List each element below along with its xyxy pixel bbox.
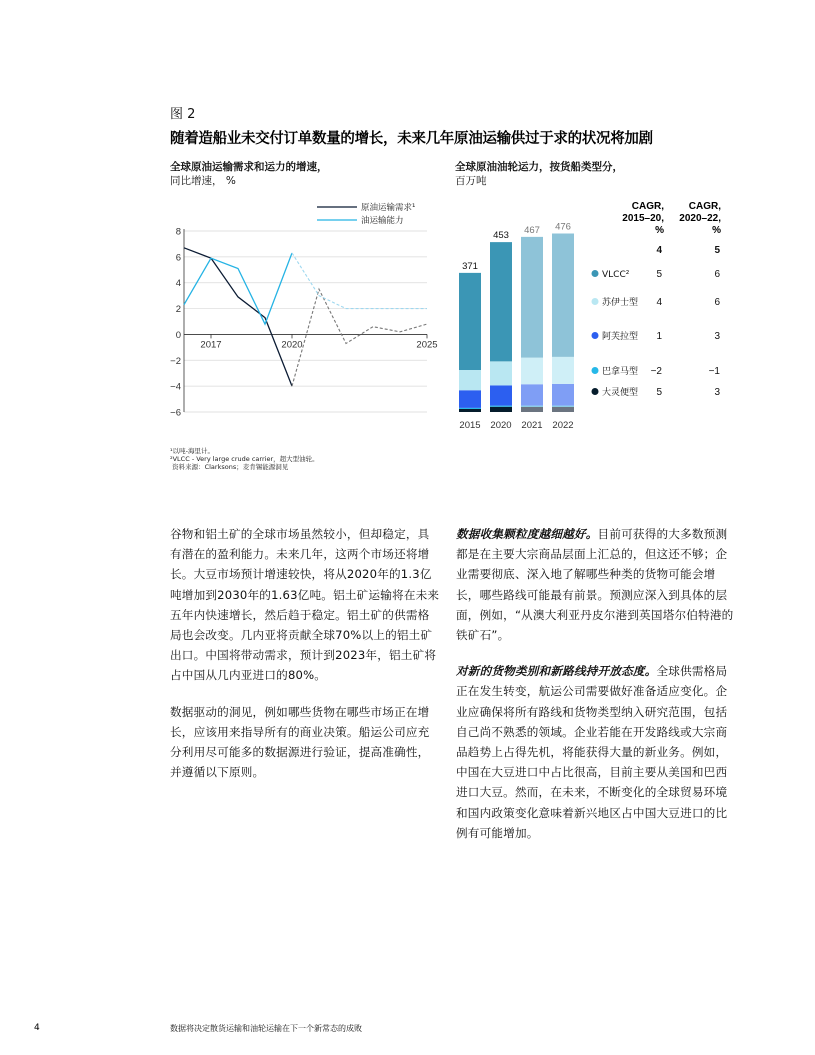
paragraph-text: 目前可获得的大多数预测都是在主要大宗商品层面上汇总的，但这还不够；企业需要彻底、深入地了解哪些种类的货物可能会增长，哪些路线可能最有前景。预测应深入到具体的层面，例如，“从澳大利亚丹皮尔港到英国塔尔伯特港的铁矿石”。 [456, 527, 734, 643]
legend-dot [592, 388, 599, 395]
right-chart-title: 全球原油油轮运力，按货船类型分， [455, 161, 623, 173]
x-tick-label: 2022 [552, 420, 574, 431]
left-chart-subtitle: 同比增速， % [170, 175, 236, 187]
line-chart-legend [317, 202, 415, 226]
bar-segment [490, 406, 512, 407]
body-right-column [456, 524, 736, 859]
bar-segment [490, 385, 512, 405]
legend-label: 原油运输需求¹ [361, 203, 416, 213]
bar-segment [459, 390, 481, 408]
bar-total-label: 467 [524, 224, 540, 236]
cagr-header-2: CAGR, 2020–22, % [679, 201, 721, 236]
line-chart-axes [170, 227, 437, 419]
cagr-value-2: 6 [714, 297, 720, 308]
y-tick-label: 0 [175, 329, 181, 341]
x-tick-label: 2025 [416, 339, 438, 351]
cagr-value-1: 1 [656, 331, 662, 342]
cagr-header-1: CAGR, 2015–20, % [622, 201, 664, 236]
paragraph-text: 全球供需格局正在发生转变，航运公司需要做好准备适应变化。企业应确保将所有路线和货物类型纳入研究范围，包括自己尚不熟悉的领域。企业若能在开发路线或大宗商品趋势上占得先机，将能获得大量的新业务。例如，中国在大豆进口中占比很高，目前主要从美国和巴西进口大豆。然而，在未来，不断变化的全球贸易环境和国内政策变化意味着新兴地区占中国大豆进口的比例有可能增加。 [456, 664, 728, 840]
line-chart [165, 195, 440, 430]
legend-dot [592, 332, 599, 339]
left-chart-header [170, 160, 328, 188]
x-tick-label: 2017 [200, 339, 222, 351]
line-chart-series [184, 248, 427, 386]
body-paragraph: 谷物和铝土矿的全球市场虽然较小，但却稳定，具有潜在的盈利能力。未来几年，这两个市场还将增长。大豆市场预计增速较快，将从2020年的1.3亿吨增加到2030年的1.63亿吨。铝土矿运输将在未来五年内快速增长，然后趋于稳定。铝土矿的供需格局也会改变。几内亚将贡献全球70%以上的铝土矿出口。中国将带动需求，预计到2023年，铝土矿将占中国从几内亚进口的80%。 [170, 527, 440, 683]
series-line-projected [292, 289, 427, 386]
body-paragraph [456, 524, 736, 645]
y-tick-label: 4 [175, 278, 181, 290]
legend-label: 油运输能力 [361, 216, 404, 226]
paragraph-lead: 对新的货物类别和新路线持开放态度。 [456, 664, 657, 679]
cagr-value-2: 3 [714, 387, 720, 398]
cagr-total-2: 5 [714, 245, 720, 256]
cagr-value-1: 5 [656, 269, 662, 280]
series-line-projected [292, 253, 427, 309]
page-number: 4 [34, 1023, 40, 1033]
x-tick-label: 2020 [281, 339, 303, 351]
bar-segment [552, 384, 574, 406]
bar-segment [521, 406, 543, 407]
bar-segment [459, 370, 481, 390]
cagr-value-2: 6 [714, 269, 720, 280]
legend-label: 阿芙拉型 [602, 332, 639, 342]
bar-segment [552, 234, 574, 357]
bar-segment [459, 409, 481, 412]
bar-total-label: 453 [493, 230, 509, 242]
legend-dot [592, 367, 599, 374]
bar-segment [521, 237, 543, 358]
bar-chart-bars [459, 222, 574, 432]
bar-segment [459, 408, 481, 409]
cagr-value-2: 3 [714, 331, 720, 342]
legend-label: 巴拿马型 [602, 367, 639, 377]
bar-segment [521, 358, 543, 385]
x-tick-label: 2015 [459, 420, 481, 431]
right-chart-subtitle: 百万吨 [455, 175, 487, 187]
figure-label: 图 2 [170, 107, 196, 122]
cagr-value-1: 4 [656, 297, 662, 308]
x-tick-label: 2021 [521, 420, 543, 431]
cagr-value-1: −2 [650, 366, 662, 377]
bar-chart [450, 205, 730, 435]
line-chart-grid [184, 231, 427, 412]
bar-total-label: 476 [555, 221, 571, 233]
y-tick-label: 6 [175, 252, 181, 264]
legend-label: VLCC² [602, 270, 630, 280]
y-tick-label: −4 [170, 381, 181, 393]
left-chart-title: 全球原油运输需求和运力的增速， [170, 161, 328, 173]
footer-title: 数据将决定散货运输和油轮运输在下一个新常态的成败 [170, 1024, 362, 1033]
y-tick-label: −6 [170, 407, 181, 419]
right-chart-header [455, 160, 623, 188]
series-line-actual [184, 253, 292, 324]
bar-chart-legend [592, 245, 721, 398]
bar-segment [552, 406, 574, 407]
bar-segment [490, 361, 512, 385]
bar-segment [459, 273, 481, 370]
figure-notes: ¹以吨-海里计。 ²VLCC - Very large crude carrier，超大型油轮。 资料来源：Clarksons；麦肯锡能源洞见 [170, 447, 319, 471]
bar-total-label: 371 [462, 260, 478, 272]
figure-title: 随着造船业未交付订单数量的增长，未来几年原油运输供过于求的状况将加剧 [170, 131, 653, 147]
bar-segment [490, 407, 512, 412]
legend-dot [592, 270, 599, 277]
cagr-total-1: 4 [656, 245, 662, 256]
legend-label: 苏伊士型 [602, 298, 639, 308]
body-paragraph: 数据驱动的洞见，例如哪些货物在哪些市场正在增长，应该用来指导所有的商业决策。船运公司应充分利用尽可能多的数据源进行验证，提高准确性，并遵循以下原则。 [170, 704, 430, 780]
y-tick-label: −2 [170, 355, 181, 367]
cagr-value-2: −1 [708, 366, 720, 377]
legend-label: 大灵便型 [602, 388, 639, 398]
x-tick-label: 2020 [490, 420, 512, 431]
y-tick-label: 8 [175, 226, 181, 238]
bar-segment [552, 357, 574, 384]
bar-segment [490, 242, 512, 361]
bar-segment [521, 407, 543, 412]
body-paragraph [456, 661, 736, 843]
y-tick-label: 2 [175, 304, 181, 316]
bar-segment [521, 384, 543, 405]
body-left-column [170, 524, 440, 798]
cagr-value-1: 5 [656, 387, 662, 398]
bar-segment [552, 407, 574, 412]
legend-dot [592, 298, 599, 305]
paragraph-lead: 数据收集颗粒度越细越好。 [456, 527, 598, 541]
